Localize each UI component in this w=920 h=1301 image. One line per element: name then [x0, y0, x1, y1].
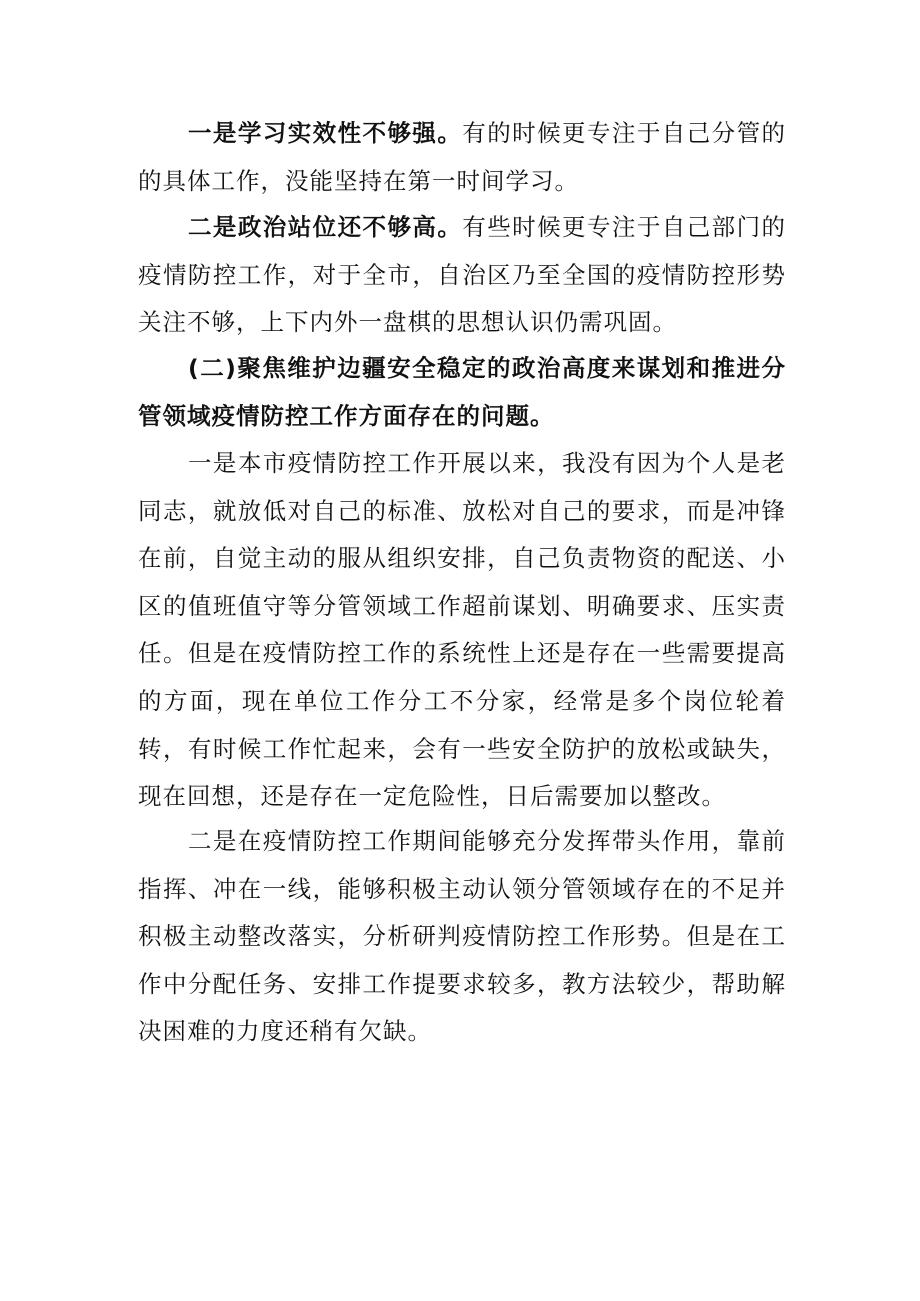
paragraph-body: 有的时候更专注于自己分管的的具体工作，没能坚持在第一时间学习。 — [138, 119, 787, 195]
paragraph-first-issue: 一是本市疫情防控工作开展以来，我没有因为个人是老同志，就放低对自己的标准、放松对自己的要求，而是冲锋在前，自觉主动的服从组织安排，自己负责物资的配送、小区的值班值守等分管领域工作超前谋划、明确要求、压实责任。但是在疫情防控工作的系统性上还是存在一些需要提高的方面，现在单位工作分工不分家，经常是多个岗位轮着转，有时候工作忙起来，会有一些安全防护的放松或缺失，现在回想，还是存在一定危险性，日后需要加以整改。 — [138, 449, 786, 811]
paragraph-political-standing — [138, 204, 786, 347]
paragraph-second-issue: 二是在疫情防控工作期间能够充分发挥带头作用，靠前指挥、冲在一线，能够积极主动认领分管领域存在的不足并积极主动整改落实，分析研判疫情防控工作形势。但是在工作中分配任务、安排工作提要求较多，教方法较少，帮助解决困难的力度还稍有欠缺。 — [138, 827, 786, 1046]
paragraph-lead: 二是政治站位还不够高。 — [188, 213, 463, 241]
paragraph-lead: 一是学习实效性不够强。 — [188, 119, 463, 147]
section-heading: (二)聚焦维护边疆安全稳定的政治高度来谋划和推进分管领域疫情防控工作方面存在的问题。 — [138, 354, 786, 430]
paragraph-body: 有些时候更专注于自己部门的疫情防控工作，对于全市，自治区乃至全国的疫情防控形势关注不够，上下内外一盘棋的思想认识仍需巩固。 — [138, 213, 787, 337]
paragraph-learning-effectiveness — [138, 110, 786, 205]
